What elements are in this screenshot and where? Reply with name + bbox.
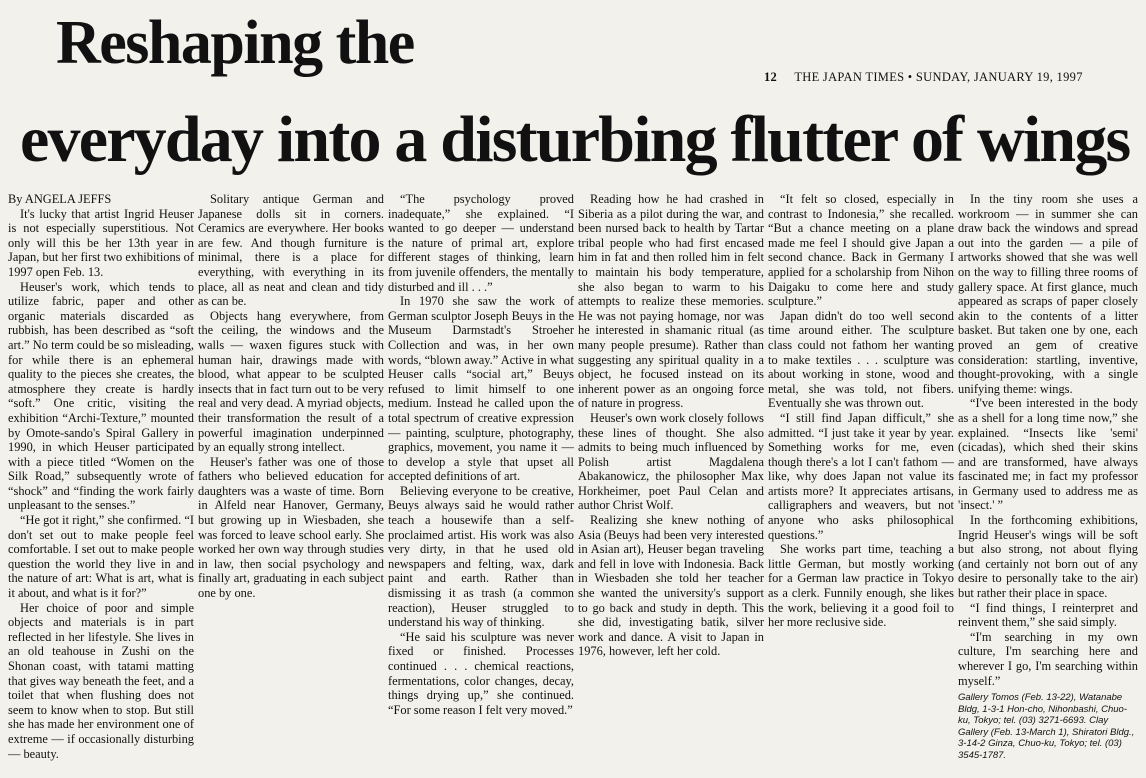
paragraph: In the forthcoming exhibitions, Ingrid Heuser's wings will be soft but also strong, not about flying (and certainly not born out of any desire to personally take to the air) but rather their place in space.: [958, 513, 1138, 601]
paragraph: Realizing she knew nothing of Asia (Beuys had been very interested in Asian art), Heuser began traveling and fell in love with Indonesia. Back in Wiesbaden she told her teacher she wanted the university's support to go back and study in depth. This she did, investigating batik, silver work and dance. A visit to Japan in 1976, however, left her cold.: [578, 513, 764, 659]
column-1: [8, 192, 194, 776]
paragraph: It's lucky that artist Ingrid Heuser is not especially superstitious. Not only will this be her 13th year in Japan, but her first two exhibitions of 1997 open Feb. 13.: [8, 206, 194, 279]
masthead: [764, 70, 1083, 85]
paragraph: Heuser's father was one of those fathers who believed education for daughters was a waste of time. Born in Alfeld near Hanover, Germany, but growing up in Wiesbaden, she was forced to leave school early. She worked her own way through studies in law, then social psychology and finally art, graduating in each subject one by one.: [198, 454, 384, 601]
paragraph: Believing everyone to be creative, Beuys always said he would rather teach a housewife than a self-proclaimed artist. His work was also very dirty, in that he used old newspapers and felting, wax, dark paint and earth. Rather than dismissing it as trash (a common reaction), Heuser struggled to understand his way of thinking.: [388, 483, 574, 630]
paragraph: In 1970 she saw the work of German sculptor Joseph Beuys in the Museum Darmstadt's Stroeher Collection and was, in her own words, “blown away.” Active in what Heuser calls “social art,” Beuys refused to limit himself to one medium. Instead he called upon the total spectrum of creative expression — painting, sculpture, photography, graphics, movement, you name it — to develop a style that upset all accepted definitions of art.: [388, 294, 574, 484]
column-5: [768, 192, 954, 776]
paragraph: Solitary antique German and Japanese dolls sit in corners. Ceramics are everywhere. Her books are few. And though furniture is minimal, there is a place for everything, with everything in its place, all as neat and clean and tidy as can be.: [198, 192, 384, 309]
paragraph: “It felt so closed, especially in contrast to Indonesia,” she recalled. “But a chance meeting on a plane made me feel I should give Japan a second chance. Back in Germany I applied for a scholarship from Nihon Daigaku to come here and study sculpture.”: [768, 192, 954, 309]
byline: By ANGELA JEFFS: [8, 192, 112, 206]
paragraph: “I've been interested in the body as a shell for a long time now,” she explained. “Insects like 'semi' (cicadas), which shed their skins and are transformed, have always fascinated me; in fact my professor in Germany used to address me as 'insect.' ”: [958, 396, 1138, 513]
paragraph: She works part time, teaching a little German, but mostly working for a German law practice in Tokyo as a clerk. Funnily enough, she likes the work, believing it a good foil to her more reclusive side.: [768, 542, 954, 630]
masthead-text: THE JAPAN TIMES • SUNDAY, JANUARY 19, 1997: [794, 70, 1083, 84]
paragraph: Japan didn't do too well second time around either. The sculpture class could not fathom her wanting to make textiles . . . sculpture was about working in stone, wood and metal, she was told, not fibers. Eventually she was thrown out.: [768, 308, 954, 411]
paragraph: “He said his sculpture was never fixed or finished. Processes continued . . . chemical reactions, fermentations, color changes, decay, things drying up,” she continued. “For some reason I felt very moved.”: [388, 629, 574, 717]
paragraph: “I still find Japan difficult,” she admitted. “I just take it year by year. Something works for me, even though there's a lot I can't fathom — like, why does Japan not value its artists more? It appreciates artisans, calligraphers and weavers, but not anyone who asks philosophical questions.”: [768, 410, 954, 542]
headline-line-1: Reshaping the: [56, 9, 414, 77]
gallery-credit: Gallery Tomos (Feb. 13-22), Watanabe Bldg, 1-3-1 Hon-cho, Nihonbashi, Chuo-ku, Tokyo; tel. (03) 3271-6693. Clay Gallery (Feb. 13-March 1), Shiratori Bldg., 3-14-2 Ginza, Chuo-ku, Tokyo; tel. (03) 3545-1787.: [958, 692, 1135, 761]
headline-line-2: everyday into a disturbing flutter of wings: [20, 103, 1130, 176]
column-2: [198, 192, 384, 776]
page-number: 12: [764, 70, 778, 84]
paragraph: “The psychology proved inadequate,” she explained. “I wanted to go deeper — understand the nature of primal art, explore different stages of thinking, learn from juvenile offenders, the mentally disturbed and ill . . .”: [388, 192, 574, 294]
paragraph: “I'm searching in my own culture, I'm searching here and wherever I go, I'm searching within myself.”: [958, 629, 1138, 688]
paragraph: “I find things, I reinterpret and reinvent them,” she said simply.: [958, 600, 1138, 630]
paragraph: Reading how he had crashed in Siberia as a pilot during the war, and been nursed back to health by Tartar tribal people who had first encased him in fat and then rolled him in felt to maintain his body temperature, she also began to warm to his attempts to realize these memories. He was not paying homage, nor was he interested in shamanic ritual (as many people presume). Rather than suggesting any spiritual quality in a object, he focused instead on its inherent power as an ongoing force of nature in progress.: [578, 192, 764, 411]
paragraph: Heuser's own work closely follows these lines of thought. She also admits to being much influenced by Polish artist Magdalena Abakanowicz, the philosopher Max Horkheimer, poet Paul Celan and author Christ Wolf.: [578, 410, 764, 513]
column-3: [388, 192, 574, 776]
paragraph: Heuser's work, which tends to utilize fabric, paper and other organic materials discarded as rubbish, has been described as “soft art.” No term could be so misleading, for while there is an ephemeral quality to the pieces she creates, the atmosphere they create is hardly “soft.” One critic, visiting the exhibition “Archi-Texture,” mounted by Omote-sando's Spiral Gallery in 1990, in which Heuser participated with a piece titled “Women on the Silk Road,” subsequently wrote of “shock” and “finding the work fairly unpleasant to the senses.”: [8, 279, 194, 513]
column-4: [578, 192, 764, 776]
paragraph: In the tiny room she uses a workroom — in summer she can draw back the windows and spread out into the garden — a pile of artworks showed that she was well on the way to filling three rooms of gallery space. At first glance, much appeared as scraps of paper closely akin to the contents of a litter basket. But taken one by one, each proved an gem of creative consideration: startling, inventive, thought-provoking, with a single unifying theme: wings.: [958, 192, 1138, 396]
paragraph: Objects hang everywhere, from the ceiling, the windows and the walls — waxen figures stuck with human hair, drawings made with blood, what appear to be sculpted insects that in fact turn out to be very real and very dead. A myriad objects, their transformation the result of a powerful imagination underpinned by an equally strong intellect.: [198, 308, 384, 455]
paragraph: “He got it right,” she confirmed. “I don't set out to make people feel comfortable. I set out to make people question the world they live in and the nature of art: What is art, what is it about, and what is it for?”: [8, 513, 194, 601]
paragraph: Her choice of poor and simple objects and materials is in part reflected in her lifestyle. She lives in an old teahouse in Zushi on the Shonan coast, with tatami matting that gives way beneath the feet, and a toilet that when flushing does not seem to know when to stop. But still she has made her environment one of extreme — if occasionally disturbing — beauty.: [8, 600, 194, 761]
column-6: [958, 192, 1138, 776]
